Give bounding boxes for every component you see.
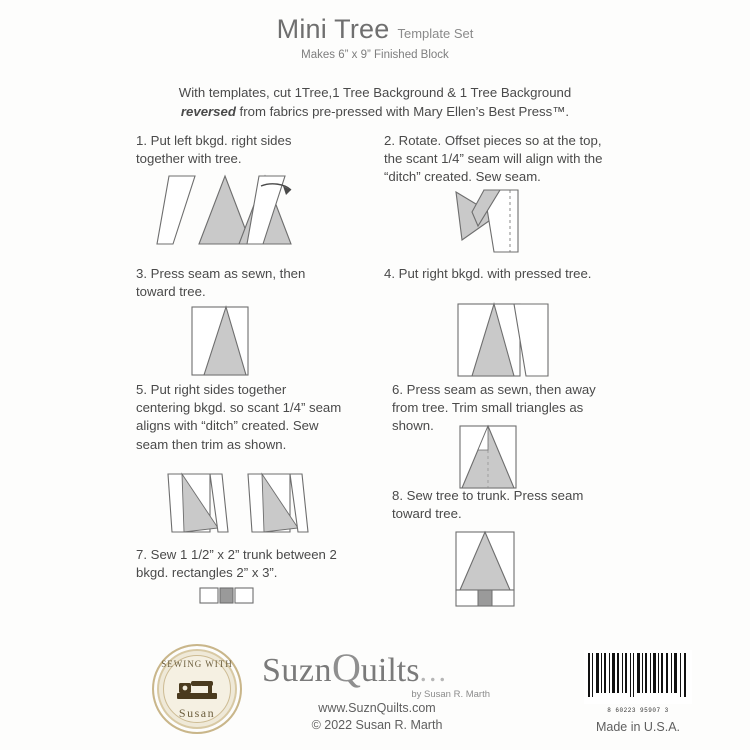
badge-bottom-text: Susan	[178, 706, 216, 720]
figure-step-5	[160, 470, 320, 545]
intro-line-2: from fabrics pre-pressed with Mary Ellen’s Best Press™.	[235, 104, 570, 120]
page-title: Mini Tree	[276, 14, 390, 44]
figure-step-7	[198, 586, 274, 611]
brand-dots: ...	[419, 655, 448, 688]
sewing-machine-icon	[176, 679, 218, 701]
brand-suzn-text: Suzn	[262, 652, 332, 689]
step-8-number: 8.	[392, 488, 403, 503]
step-3-text	[136, 265, 326, 301]
copyright-text: © 2022 Susan R. Marth	[311, 718, 443, 733]
made-in-text: Made in U.S.A.	[595, 720, 681, 734]
title-line	[0, 14, 750, 45]
barcode	[584, 650, 692, 704]
step-5-text	[136, 381, 342, 454]
step-6-body: Press seam as sewn, then away from tree. Trim small triangles as shown.	[392, 382, 596, 434]
step-7-text	[136, 546, 348, 582]
barcode-digits: 8 60223 95907 3	[607, 707, 669, 714]
step-7-number: 7.	[136, 547, 147, 562]
step-4-body: Put right bkgd. with pressed tree.	[398, 266, 592, 281]
page-footer	[0, 630, 750, 750]
step-2-body: Rotate. Offset pieces so at the top, the scant 1/4” seam will align with the “ditch” created. Sew seam.	[384, 133, 603, 185]
brand-q-text: Q	[332, 645, 361, 690]
step-1-text	[136, 132, 326, 168]
brand-logo	[262, 644, 492, 700]
intro-emphasis: reversed	[180, 104, 236, 120]
intro-text	[115, 83, 635, 121]
sewing-with-susan-badge	[152, 644, 242, 734]
step-4-number: 4.	[384, 266, 395, 281]
badge-top-text: SEWING WITH	[161, 659, 233, 669]
figure-step-8	[448, 530, 532, 613]
step-3-body: Press seam as sewn, then toward tree.	[136, 266, 306, 300]
step-8-body: Sew tree to trunk. Press seam toward tree.	[392, 488, 584, 522]
step-2-text	[384, 132, 616, 187]
figure-step-1	[155, 172, 315, 255]
figure-step-3	[188, 305, 258, 382]
step-1-body: Put left bkgd. right sides together with tree.	[136, 133, 292, 167]
step-7-body: Sew 1 1/2” x 2” trunk between 2 bkgd. rectangles 2” x 3”.	[136, 547, 337, 581]
step-1-number: 1.	[136, 133, 147, 148]
figure-step-2	[438, 186, 548, 263]
page-header	[0, 0, 750, 61]
step-2-number: 2.	[384, 133, 395, 148]
step-4-text	[384, 265, 624, 283]
finished-block-size: Makes 6” x 9” Finished Block	[301, 49, 449, 61]
figure-step-4	[452, 300, 558, 385]
step-5-number: 5.	[136, 382, 147, 397]
step-6-number: 6.	[392, 382, 403, 397]
brand-byline: by Susan R. Marth	[411, 689, 490, 700]
step-3-number: 3.	[136, 266, 147, 281]
page-subtitle: Template Set	[397, 26, 474, 41]
step-8-text	[392, 487, 602, 523]
brand-uilts-text: uilts	[360, 652, 420, 689]
step-5-body: Put right sides together centering bkgd. so scant 1/4” seam aligns with “ditch” created. Sew seam then trim as shown.	[136, 382, 342, 452]
website-url[interactable]: www.SuznQuilts.com	[318, 701, 436, 716]
website-block	[262, 700, 492, 734]
intro-line-1: With templates, cut 1Tree,1 Tree Background & 1 Tree Background	[178, 85, 572, 100]
